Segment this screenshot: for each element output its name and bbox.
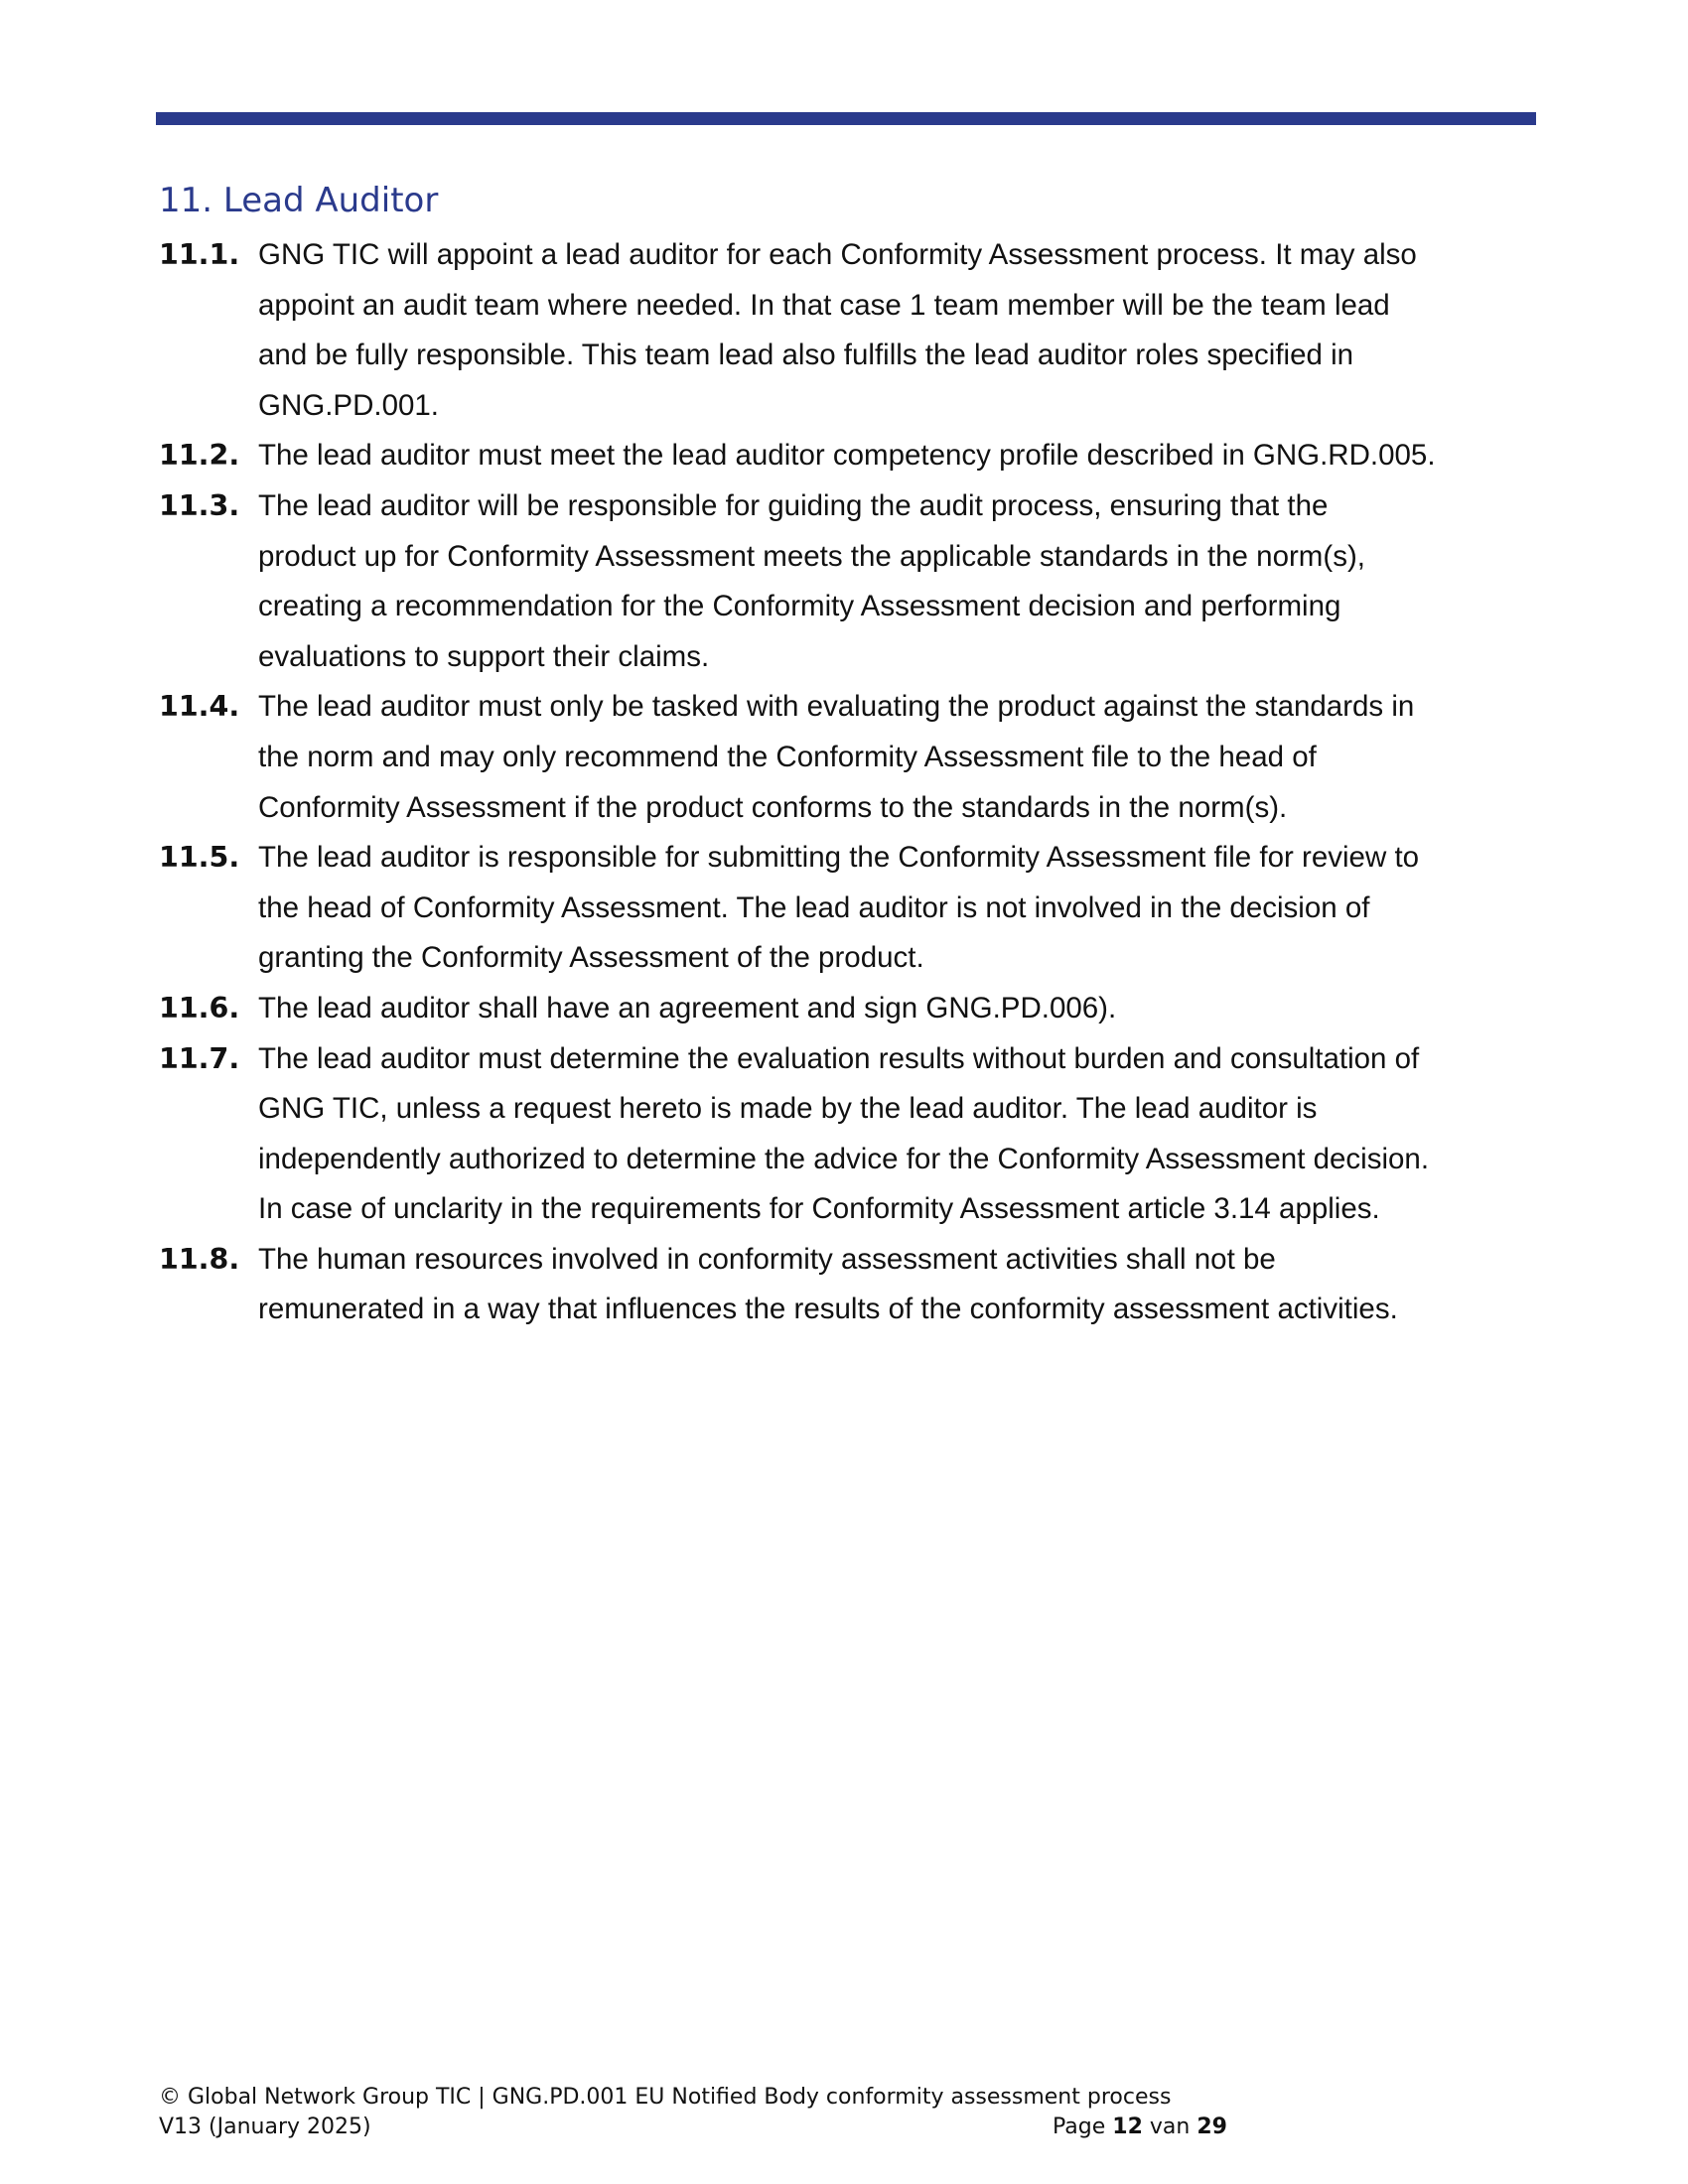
clause-text-line: and be fully responsible. This team lead also fulfills the lead auditor roles specified in bbox=[258, 339, 1354, 372]
page-label: Page bbox=[1053, 2115, 1106, 2139]
clause-text-line: The lead auditor must determine the evaluation results without burden and consultation of bbox=[258, 1041, 1420, 1075]
clause-text-line: independently authorized to determine the advice for the Conformity Assessment decision. bbox=[258, 1142, 1430, 1175]
page-number bbox=[1053, 2113, 1227, 2142]
clause-item bbox=[159, 230, 1539, 431]
clause-text-line: remunerated in a way that influences the results of the conformity assessment activities. bbox=[258, 1293, 1398, 1326]
clause-text-line: the head of Conformity Assessment. The lead auditor is not involved in the decision of bbox=[258, 890, 1370, 924]
header-rule bbox=[156, 112, 1536, 125]
footer-meta bbox=[159, 2113, 1251, 2142]
clause-text-line: GNG TIC, unless a request hereto is made by the lead auditor. The lead auditor is bbox=[258, 1092, 1318, 1126]
clause-text-line: evaluations to support their claims. bbox=[258, 639, 710, 673]
clause-text-line: appoint an audit team where needed. In that case 1 team member will be the team lead bbox=[258, 288, 1390, 322]
clause-number: 11.3. bbox=[159, 488, 240, 522]
page-separator: van bbox=[1149, 2115, 1191, 2139]
clause-number: 11.6. bbox=[159, 991, 240, 1024]
clause-item bbox=[159, 833, 1539, 984]
clause-text-line: GNG TIC will appoint a lead auditor for each Conformity Assessment process. It may also bbox=[258, 238, 1417, 271]
footer-version: V13 (January 2025) bbox=[159, 2115, 371, 2139]
clause-number: 11.4. bbox=[159, 690, 240, 724]
clause-text bbox=[258, 431, 1539, 481]
clause-number: 11.2. bbox=[159, 439, 240, 473]
clause-text bbox=[258, 833, 1539, 984]
clause-text-line: product up for Conformity Assessment meets the applicable standards in the norm(s), bbox=[258, 539, 1365, 573]
clause-item bbox=[159, 431, 1539, 481]
clause-text-line: The lead auditor must meet the lead auditor competency profile described in GNG.RD.005. bbox=[258, 439, 1436, 473]
clause-text-line: The lead auditor shall have an agreement and sign GNG.PD.006). bbox=[258, 991, 1117, 1024]
clause-text bbox=[258, 1235, 1539, 1335]
clause-item bbox=[159, 682, 1539, 833]
page-current: 12 bbox=[1112, 2115, 1143, 2139]
section-heading: 11. Lead Auditor bbox=[159, 181, 439, 220]
clause-text bbox=[258, 984, 1539, 1034]
clause-item bbox=[159, 984, 1539, 1034]
clause-text-line: In case of unclarity in the requirements for Conformity Assessment article 3.14 applies. bbox=[258, 1192, 1380, 1226]
clause-text-line: The lead auditor will be responsible for guiding the audit process, ensuring that the bbox=[258, 488, 1329, 522]
clause-text-line: the norm and may only recommend the Conformity Assessment file to the head of bbox=[258, 740, 1317, 773]
clause-number: 11.5. bbox=[159, 841, 240, 875]
page-footer bbox=[159, 2083, 1251, 2142]
clause-text-line: GNG.PD.001. bbox=[258, 388, 439, 422]
clause-text bbox=[258, 230, 1539, 431]
page-total: 29 bbox=[1196, 2115, 1227, 2139]
clause-text-line: Conformity Assessment if the product conforms to the standards in the norm(s). bbox=[258, 790, 1288, 824]
clause-item bbox=[159, 1034, 1539, 1235]
clause-text bbox=[258, 682, 1539, 833]
footer-copyright: © Global Network Group TIC | GNG.PD.001 EU Notified Body conformity assessment process bbox=[159, 2085, 1172, 2110]
clause-number: 11.7. bbox=[159, 1041, 240, 1075]
clause-number: 11.8. bbox=[159, 1242, 240, 1276]
clause-text-line: creating a recommendation for the Conformity Assessment decision and performing bbox=[258, 590, 1341, 623]
clause-text-line: The lead auditor must only be tasked with evaluating the product against the standards in bbox=[258, 690, 1415, 724]
clause-number: 11.1. bbox=[159, 238, 240, 271]
clause-item bbox=[159, 481, 1539, 682]
clause-text bbox=[258, 1034, 1539, 1235]
clause-item bbox=[159, 1235, 1539, 1335]
clause-list bbox=[159, 230, 1539, 1335]
clause-text-line: The human resources involved in conformity assessment activities shall not be bbox=[258, 1242, 1276, 1276]
clause-text-line: The lead auditor is responsible for submitting the Conformity Assessment file for review to bbox=[258, 841, 1420, 875]
clause-text bbox=[258, 481, 1539, 682]
clause-text-line: granting the Conformity Assessment of the product. bbox=[258, 941, 924, 975]
